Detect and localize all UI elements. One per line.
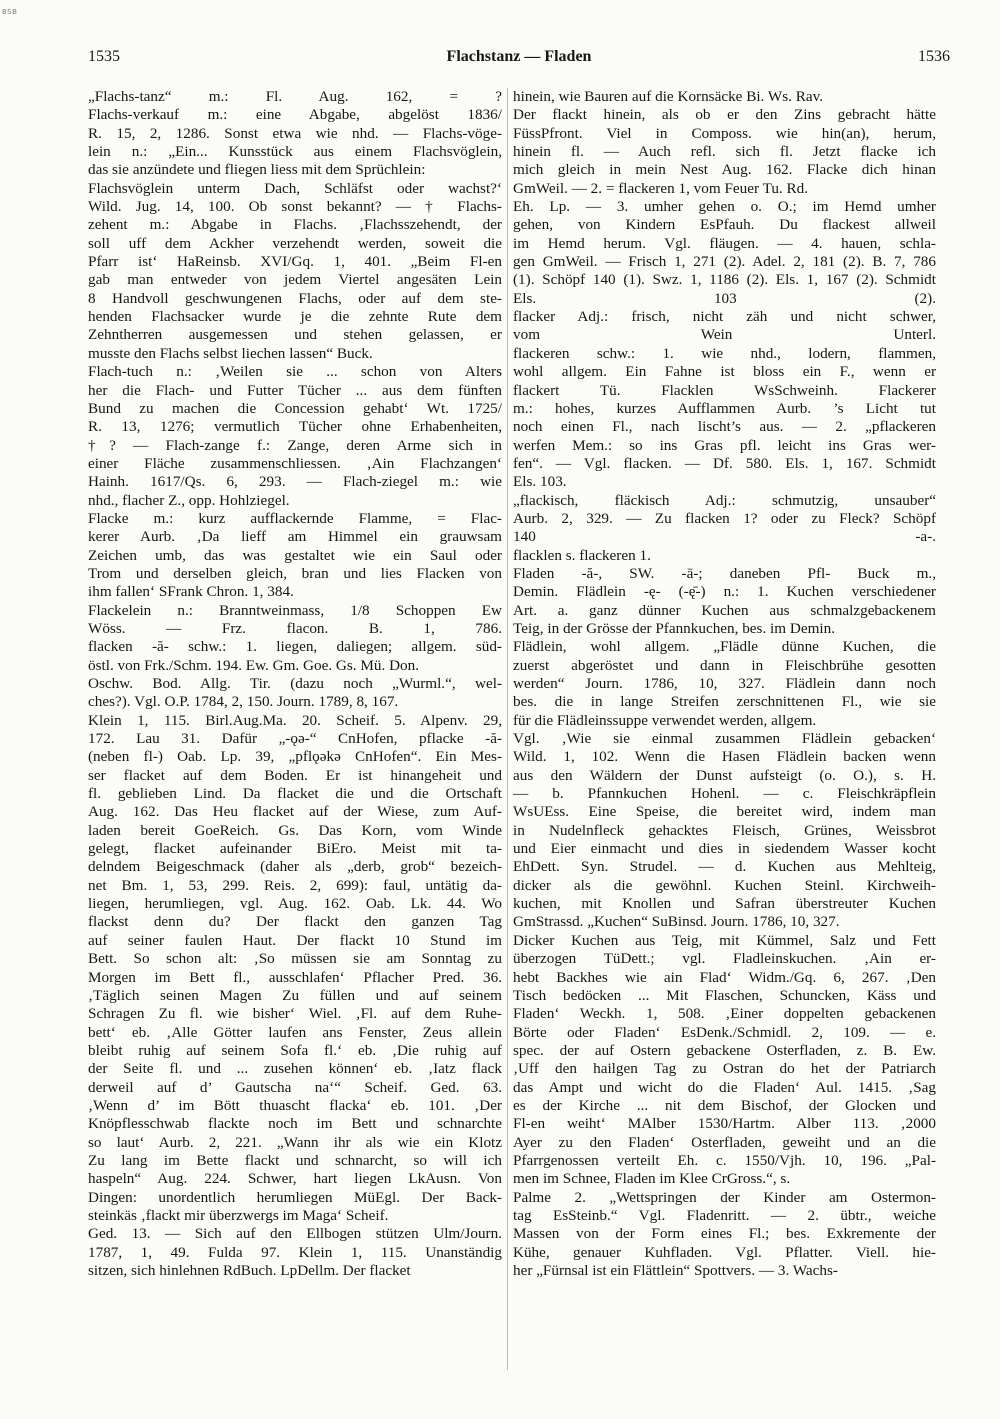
text-line: 8 Handvoll geschwungenen Flachs, oder auf dem ste- bbox=[88, 289, 502, 307]
text-line: der Seite fl. und ... zusehen können‘ eb. ‚Iatz flack bbox=[88, 1060, 502, 1078]
text-line: hinein fl. — Auch refl. sich fl. Jetzt flacke ich bbox=[513, 143, 936, 161]
text-line: fen“. — Vgl. flacken. — Df. 580. Els. 1, 167. Schmidt bbox=[513, 454, 936, 472]
text-line: Der flackt hinein, als ob er den Zins gebracht hätte bbox=[513, 106, 936, 124]
text-line: bett‘ eb. ‚Alle Götter laufen ans Fenster, Zeus allein bbox=[88, 1023, 502, 1041]
text-line: flacken -ă- schw.: 1. liegen, daliegen; allgem. süd- bbox=[88, 638, 502, 656]
text-line: Flacke m.: kurz aufflackernde Flamme, = Flac- bbox=[88, 509, 502, 527]
text-line: wohl allgem. Ein Fahne ist bloss ein F., wenn er bbox=[513, 363, 936, 381]
text-line: Ged. 13. — Sich auf den Ellbogen stützen Ulm/Journ. bbox=[88, 1225, 502, 1243]
text-line: EhDett. Syn. Strudel. — d. Kuchen aus Mehlteig, bbox=[513, 858, 936, 876]
text-line: FüssPfront. Viel in Composs. wie hin(an), herum, bbox=[513, 124, 936, 142]
right-page-number: 1536 bbox=[917, 48, 950, 65]
text-line: aus den Wäldern der Dunst aufsteigt (o. O.), s. H. bbox=[513, 766, 936, 784]
text-line: Hainh. 1617/Qs. 6, 293. — Flach-ziegel m.: wie bbox=[88, 473, 502, 491]
text-line: Flachsvöglein unterm Dach, Schläfst oder wachst?‘ bbox=[88, 179, 502, 197]
text-line: bes. die in lange Streifen zerschnittenen Fl., wie sie bbox=[513, 693, 936, 711]
text-line: ser flacket auf dem Boden. Er ist hinangeheit und bbox=[88, 766, 502, 784]
text-line: haspeln“ Aug. 224. Schwer, hart liegen LkAusn. Von bbox=[88, 1170, 502, 1188]
text-line: Eh. Lp. — 3. umher gehen o. O.; im Hemd umher bbox=[513, 198, 936, 216]
column-divider bbox=[507, 88, 508, 1370]
text-line: Vgl. ‚Wie sie einmal zusammen Flädlein gebacken‘ bbox=[513, 730, 936, 748]
text-line: fl. geblieben Lind. Da flacket die und die Ortschaft bbox=[88, 785, 502, 803]
text-line: sitzen, sich hinlehnen RdBuch. LpDellm. Der flacket bbox=[88, 1262, 411, 1279]
text-line: im Hemd herum. Vgl. fläugen. — 4. hauen, schla- bbox=[513, 234, 936, 252]
text-line: tag EsSteinb.“ Vgl. Fladenritt. — 2. übtr., weiche bbox=[513, 1206, 936, 1224]
text-line: Pfarrgenossen verteilt Eh. c. 1550/Vjh. 10, 196. „Pal- bbox=[513, 1151, 936, 1169]
text-line: in Nudelnfleck gehacktes Fleisch, Grünes, Weissbrot bbox=[513, 821, 936, 839]
text-line: hinein, wie Bauren auf die Kornsäcke Bi. Ws. Rav. bbox=[513, 88, 823, 105]
text-line: Ayer zu den Fladen‘ Osterfladen, geweiht und an die bbox=[513, 1133, 936, 1151]
text-line: WsUEss. Eine Speise, die bereitet wird, indem man bbox=[513, 803, 936, 821]
text-line: auf seiner faulen Haut. Der flackt 10 Stund im bbox=[88, 931, 502, 949]
text-line: hebt Backhes wie ain Flad‘ Widm./Gq. 6, 267. ‚Den bbox=[513, 968, 936, 986]
text-line: flackeren schw.: 1. wie nhd., lodern, flammen, bbox=[513, 344, 936, 362]
text-line: Trom und derselben gleich, bran und lies Flacken von bbox=[88, 564, 502, 582]
text-line: Teig, in der Grösse der Pfannkuchen, bes. im Demin. bbox=[513, 619, 836, 637]
text-line: so laut‘ Aurb. 2, 221. „Wann ihr als wie ein Klotz bbox=[88, 1133, 502, 1151]
text-line: Bett. So schon alt: ‚So müssen sie am Sonntag zu bbox=[88, 950, 502, 968]
text-line: Wild. Jug. 14, 100. Ob sonst bekannt? — † Flachs- bbox=[88, 198, 502, 216]
text-line: Bund zu machen die Concession gehabt‘ Wt. 1725/ bbox=[88, 399, 502, 417]
text-line: derweil auf d’ Gautscha na‘“ Scheif. Ged. 63. bbox=[88, 1078, 502, 1096]
text-line: Oschw. Bod. Allg. Tir. (dazu noch „Wurml.“, wel- bbox=[88, 675, 502, 692]
text-line: Klein 1, 115. Birl.Aug.Ma. 20. Scheif. 5. Alpenv. 29, bbox=[88, 711, 502, 729]
text-line: m.: hohes, kurzes Aufflammen Aurb. ’s Licht tut bbox=[513, 399, 936, 417]
text-line: Kühe, genauer Kuhfladen. Vgl. Pflatter. Viell. hie- bbox=[513, 1243, 936, 1261]
text-line: für die Flädleinssuppe verwendet werden, allgem. bbox=[513, 711, 817, 729]
running-title: Flachstanz — Fladen bbox=[446, 48, 592, 65]
text-line: steinkäs ‚flackt mir überzwergs im Maga‘ Scheif. bbox=[88, 1206, 389, 1224]
text-line: östl. von Frk./Schm. 194. Ew. Gm. Goe. Gs. Mü. Don. bbox=[88, 656, 420, 674]
text-line: gen GmWeil. — Frisch 1, 271 (2). Adel. 2, 181 (2). B. 7, 786 bbox=[513, 253, 936, 271]
text-line: Börte oder Fladen‘ EsDenk./Schmidl. 2, 109. — e. bbox=[513, 1023, 936, 1041]
text-line: liegen, herumliegen, vgl. Aug. 162. Oab. Lk. 44. Wo bbox=[88, 895, 502, 913]
text-line: R. 15, 2, 1286. Sonst etwa wie nhd. — Flachs-vöge- bbox=[88, 124, 502, 142]
text-line: laden bereit GoeReich. Gs. Das Korn, vom Winde bbox=[88, 821, 502, 839]
text-line: Fl-en weiht‘ MAlber 1530/Hartm. Alber 113. ‚2000 bbox=[513, 1115, 936, 1133]
text-line: flackst denn du? Der flackt den ganzen Tag bbox=[88, 913, 502, 931]
text-line: her die Flach- und Futter Tücher ... aus dem fünften bbox=[88, 381, 502, 399]
text-line: Flackelein n.: Branntweinmass, 1/8 Schoppen Ew bbox=[88, 601, 502, 619]
text-line: ches?). Vgl. O.P. 1784, 2, 150. Journ. 1789, 8, 167. bbox=[88, 693, 399, 711]
text-line: delndem Beigeschmack (daher als „derb, grob“ bezeich- bbox=[88, 858, 502, 876]
text-line: GmWeil. — 2. = flackeren 1, vom Feuer Tu. Rd. bbox=[513, 179, 809, 197]
text-line: musste den Flachs selbst liechen lassen“ Buck. bbox=[88, 344, 373, 362]
text-line: (1). Schöpf 140 (1). Swz. 1, 1186 (2). Els. 1, 167 (2). Schmidt bbox=[513, 271, 936, 289]
text-line: Wild. 1, 102. Wenn die Hasen Flädlein backen wenn bbox=[513, 748, 936, 766]
text-line: her „Fürnsal ist ein Flättlein“ Spottvers. — 3. Wachs- bbox=[513, 1262, 838, 1279]
text-line: Knöpflesschwab flackte noch im Bett und schnarchte bbox=[88, 1115, 502, 1133]
text-line: Zehntherren ausgemessen und stehen gelassen, er bbox=[88, 326, 502, 344]
text-line: „Flachs-tanz“ m.: Fl. Aug. 162, = ? bbox=[88, 88, 502, 105]
page-header bbox=[88, 44, 950, 70]
text-line: werden“ Journ. 1786, 10, 327. Flädlein dann noch bbox=[513, 675, 936, 692]
right-text-column bbox=[513, 88, 936, 1370]
text-line: 140 -a-. bbox=[513, 528, 936, 546]
library-stamp: BSB bbox=[2, 8, 18, 16]
text-line: Dingen: unordentlich herumliegen MüEgl. Der Back- bbox=[88, 1188, 502, 1206]
text-line: gab man entweder von jedem Viertel angesäten Lein bbox=[88, 271, 502, 289]
text-line: Demin. Flädlein -ę- (-ę̄-) n.: 1. Kuchen verschiedener bbox=[513, 583, 936, 601]
text-line: kuchen, mit Knollen und Safran überstreuter Kuchen bbox=[513, 895, 936, 913]
text-line: Flachs-verkauf m.: eine Abgabe, abgelöst 1836/ bbox=[88, 106, 502, 124]
text-line: Schragen Zu fl. wie bisher‘ Wiel. ‚Fl. auf dem Ruhe- bbox=[88, 1005, 502, 1023]
text-line: das Ampt und wicht do die Fladen‘ Aul. 1415. ‚Sag bbox=[513, 1078, 936, 1096]
text-line: zuerst abgeröstet und dann in Fleischbrühe gesotten bbox=[513, 656, 936, 674]
text-line: gelegt, flacket aufeinander BiEro. Meist mit ta- bbox=[88, 840, 502, 858]
text-line: ihm fallen‘ SFrank Chron. 1, 384. bbox=[88, 583, 294, 601]
text-line: Flach-tuch n.: ‚Weilen sie ... schon von Alters bbox=[88, 363, 502, 381]
text-line: Zu lang im Bette flackt und schnarcht, so will ich bbox=[88, 1151, 502, 1169]
text-line: Zeichen umb, das was gestaltet wie ein Saul oder bbox=[88, 546, 502, 564]
text-line: ‚Täglich seinen Magen Zu füllen und auf seinem bbox=[88, 986, 502, 1004]
text-line: men im Schnee, Fladen im Klee CrGross.“, s. bbox=[513, 1170, 791, 1188]
text-line: Massen von der Form eines Fl.; bes. Exkremente der bbox=[513, 1225, 936, 1243]
text-line: werfen Mem.: so ins Gras pfl. leicht ins Gras wer- bbox=[513, 436, 936, 454]
text-line: Fladen -ă-, SW. -ā-; daneben Pfl- Buck m., bbox=[513, 564, 936, 582]
text-line: flackert Tü. Flacklen WsSchweinh. Flackerer bbox=[513, 381, 936, 399]
text-line: flacker Adj.: frisch, nicht zäh und nicht schwer, bbox=[513, 308, 936, 326]
text-line: lein n.: „Ein... Kunsstück aus einem Flachsvöglein, bbox=[88, 143, 502, 161]
text-line: henden Flachsacker wurde je die zehnte Rute dem bbox=[88, 308, 502, 326]
text-line: es der Kirche ... nit dem Bischof, der Glocken und bbox=[513, 1096, 936, 1114]
left-text-column bbox=[88, 88, 502, 1370]
text-line: Morgen im Bett fl., ausschlafen‘ Pflacher Pred. 36. bbox=[88, 968, 502, 986]
text-line: Els. 103 (2). bbox=[513, 289, 936, 307]
text-line: †? — Flach-zange f.: Zange, deren Arme sich in bbox=[88, 436, 502, 454]
text-line: dicker als die gewöhnl. Kuchen Steinl. Kirchweih- bbox=[513, 876, 936, 894]
text-line: Wöss. — Frz. flacon. B. 1, 786. bbox=[88, 619, 502, 637]
text-line: das sie anzündete und fliegen liess mit dem Sprüchlein: bbox=[88, 161, 426, 179]
text-line: 172. Lau 31. Dafür „-ǫǝ-“ CnHofen, pflacke -ă- bbox=[88, 730, 502, 748]
text-line: einer Fläche zusammenschliessen. ‚Ain Flachzangen‘ bbox=[88, 454, 502, 472]
text-line: überzogen TüDett.; vgl. Fladleinskuchen. ‚Ain er- bbox=[513, 950, 936, 968]
text-line: gehen, von Kindern EsPfauh. Du flackest allweil bbox=[513, 216, 936, 234]
text-line: Fladen‘ Weckh. 1, 508. ‚Einer doppelten gebackenen bbox=[513, 1005, 936, 1023]
text-line: ‚Uff den hailgen Tag zu Ostran do het der Patriarch bbox=[513, 1060, 936, 1078]
text-line: spec. der auf Ostern gebackene Osterfladen, z. B. Ew. bbox=[513, 1041, 936, 1059]
text-line: Tisch bedöcken ... Mit Flaschen, Schuncken, Käss und bbox=[513, 986, 936, 1004]
text-line: Palme 2. „Wettspringen der Kinder am Ostermon- bbox=[513, 1188, 936, 1206]
text-line: 1787, 1, 49. Fulda 97. Klein 1, 115. Unanständig bbox=[88, 1243, 502, 1261]
text-line: nhd., flacher Z., opp. Hohlziegel. bbox=[88, 491, 290, 509]
text-line: vom Wein Unterl. bbox=[513, 326, 936, 344]
text-line: und Eier einmacht und dies in siedendem Wasser kocht bbox=[513, 840, 936, 858]
text-line: net Bm. 1, 53, 299. Reis. 2, 699): faul, untätig da- bbox=[88, 876, 502, 894]
text-line: (neben fl-) Oab. Lp. 39, „pflǫǝkǝ CnHofen“. Ein Mes- bbox=[88, 748, 502, 766]
text-line: Aurb. 2, 329. — Zu flacken 1? oder zu Fleck? Schöpf bbox=[513, 509, 936, 527]
text-line: kerer Aurb. ‚Da lieff am Himmel ein grauwsam bbox=[88, 528, 502, 546]
text-line: Pfarr ist‘ HaReinsb. XVI/Gq. 1, 401. „Beim Fl-en bbox=[88, 253, 502, 271]
text-line: Aug. 162. Das Heu flacket auf der Wiese, zum Auf- bbox=[88, 803, 502, 821]
text-line: R. 13, 1276; vermutlich Tücher ohne Erhabenheiten, bbox=[88, 418, 502, 436]
text-line: flacklen s. flackeren 1. bbox=[513, 546, 651, 564]
text-line: GmStrassd. „Kuchen“ SuBinsd. Journ. 1786, 10, 327. bbox=[513, 913, 840, 931]
text-line: bleibt ruhig auf seinem Sofa fl.‘ eb. ‚Die ruhig auf bbox=[88, 1041, 502, 1059]
text-line: mich gleich in mein Nest Aug. 162. Flacke dich hinan bbox=[513, 161, 936, 179]
text-line: soll uff dem Ackher verzehendt werden, soweit die bbox=[88, 234, 502, 252]
text-line: Art. a. ganz dünner Kuchen aus schmalzgebackenem bbox=[513, 601, 936, 619]
text-line: Dicker Kuchen aus Teig, mit Kümmel, Salz und Fett bbox=[513, 931, 936, 949]
text-line: zehent m.: Abgabe in Flachs. ‚Flachsszehendt, der bbox=[88, 216, 502, 234]
text-line: Els. 103. bbox=[513, 473, 567, 491]
left-page-number: 1535 bbox=[88, 48, 120, 65]
text-line: ‚Wenn d’ im Bött thuascht flacka‘ eb. 101. ‚Der bbox=[88, 1096, 502, 1114]
text-line: „flackisch, fläckisch Adj.: schmutzig, unsauber“ bbox=[513, 491, 936, 509]
text-line: — b. Pfannkuchen Hohenl. — c. Fleischkräpflein bbox=[513, 785, 936, 803]
text-line: noch einen Fl., nach lischt’s aus. — 2. „pflackeren bbox=[513, 418, 936, 436]
text-line: Flädlein, wohl allgem. „Flädle dünne Kuchen, die bbox=[513, 638, 936, 656]
